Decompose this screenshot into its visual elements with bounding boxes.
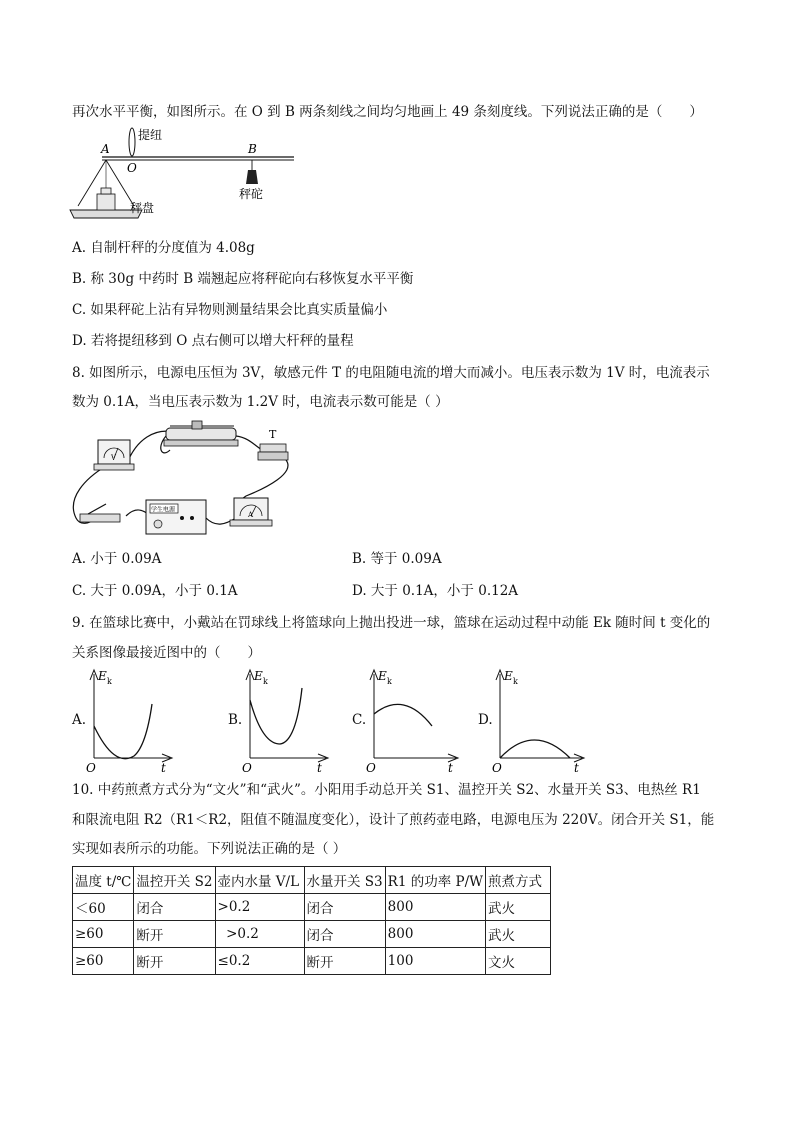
q8-option-b: B. 等于 0.09A: [352, 551, 442, 567]
graph-d: [490, 664, 590, 774]
graph-a-origin: O: [86, 761, 96, 774]
label-chengtuo: 秤砣: [239, 187, 264, 201]
label-T: T: [269, 428, 277, 441]
table-row: [73, 948, 551, 975]
table-header-cell: 煎煮方式: [486, 867, 551, 894]
label-chengpan: 秤盘: [130, 201, 155, 215]
graph-d-ylabel: E: [504, 669, 513, 683]
graph-d-xlabel: t: [574, 761, 579, 774]
graph-a: [84, 664, 174, 774]
q10-table: [72, 866, 551, 975]
table-header-row: [73, 867, 551, 894]
graph-c-xlabel: t: [448, 761, 453, 774]
table-cell: 文火: [486, 948, 551, 975]
graph-a-ylabel: E: [98, 669, 107, 683]
graph-c-origin: O: [366, 761, 376, 774]
graph-b-letter: B.: [228, 712, 243, 728]
table-cell: 800: [385, 921, 485, 948]
q8-option-d: D. 大于 0.1A，小于 0.12A: [352, 583, 519, 599]
table-cell: >0.2: [215, 894, 304, 921]
graph-c: [364, 664, 464, 774]
q9-stem-line1: 9. 在篮球比赛中，小戴站在罚球线上将篮球向上抛出投进一球，篮球在运动过程中动能 Ek 随时间 t 变化的: [72, 615, 711, 631]
graph-d-ysub: k: [513, 677, 518, 686]
label-A: A: [101, 142, 110, 156]
table-header-cell: 温控开关 S2: [134, 867, 215, 894]
table-cell: 100: [385, 948, 485, 975]
table-cell: 闭合: [134, 894, 215, 921]
table-header-cell: 水量开关 S3: [304, 867, 385, 894]
graph-b-ylabel: E: [254, 669, 263, 683]
table-cell: 断开: [134, 948, 215, 975]
q10-stem-line1: 10. 中药煎煮方式分为“文火”和“武火”。小阳用手动总开关 S1、温控开关 S2、水量开关 S3、电热丝 R1: [72, 782, 701, 798]
q7-option-b: B. 称 30g 中药时 B 端翘起应将秤砣向右移恢复水平平衡: [72, 271, 414, 287]
graph-c-ysub: k: [387, 677, 392, 686]
q9-stem-line2: 关系图像最接近图中的（ ）: [72, 645, 261, 661]
q10-stem-line2: 和限流电阻 R2（R1＜R2，阻值不随温度变化），设计了煎药壶电路，电源电压为 220V。闭合开关 S1，能: [72, 812, 715, 828]
table-header-cell: 壶内水量 V/L: [215, 867, 304, 894]
table-cell: ≤0.2: [215, 948, 304, 975]
graph-c-ylabel: E: [378, 669, 387, 683]
q8-stem-line1: 8. 如图所示，电源电压恒为 3V，敏感元件 T 的电阻随电流的增大而减小。电压表示数为 1V 时，电流表示: [72, 365, 710, 381]
table-cell: ＜60: [73, 894, 134, 921]
q8-option-c: C. 大于 0.09A，小于 0.1A: [72, 583, 238, 599]
table-cell: 断开: [134, 921, 215, 948]
q7-stem: 再次水平平衡，如图所示。在 O 到 B 两条刻线之间均匀地画上 49 条刻度线。下列说法正确的是（ ）: [72, 104, 703, 120]
table-cell: 闭合: [304, 921, 385, 948]
label-B: B: [248, 142, 257, 156]
steelyard-figure: [66, 126, 306, 230]
label-tizu: 提纽: [138, 128, 163, 142]
circuit-figure: [66, 418, 306, 538]
graph-a-ysub: k: [107, 677, 112, 686]
table-header-cell: 温度 t/℃: [73, 867, 134, 894]
q8-option-a: A. 小于 0.09A: [72, 551, 162, 567]
q7-option-a: A. 自制杆秤的分度值为 4.08g: [72, 240, 255, 256]
label-O: O: [127, 161, 137, 175]
table-cell: 800: [385, 894, 485, 921]
table-cell: 武火: [486, 921, 551, 948]
graph-d-origin: O: [492, 761, 502, 774]
q7-option-d: D. 若将提纽移到 O 点右侧可以增大杆秤的量程: [72, 333, 354, 349]
label-ammeter: A: [248, 511, 254, 519]
table-cell: ≥60: [73, 948, 134, 975]
q7-option-c: C. 如果秤砣上沾有异物则测量结果会比真实质量偏小: [72, 302, 388, 318]
table-cell: 断开: [304, 948, 385, 975]
q8-stem-line2: 数为 0.1A，当电压表示数为 1.2V 时，电流表示数可能是（ ）: [72, 394, 449, 410]
table-cell: >0.2: [215, 921, 304, 948]
q10-stem-line3: 实现如表所示的功能。下列说法正确的是（ ）: [72, 841, 347, 857]
table-row: [73, 921, 551, 948]
label-V: V: [111, 454, 117, 462]
label-supply: 学生电源: [151, 506, 176, 514]
table-cell: ≥60: [73, 921, 134, 948]
table-header-cell: R1 的功率 P/W: [385, 867, 485, 894]
table-cell: 闭合: [304, 894, 385, 921]
graph-c-letter: C.: [352, 712, 367, 728]
graph-a-xlabel: t: [161, 761, 166, 774]
graph-a-letter: A.: [72, 712, 87, 728]
table-row: [73, 894, 551, 921]
graph-b-ysub: k: [263, 677, 268, 686]
graph-d-letter: D.: [478, 712, 493, 728]
graph-b: [240, 664, 330, 774]
table-cell: 武火: [486, 894, 551, 921]
graph-b-xlabel: t: [317, 761, 322, 774]
graph-b-origin: O: [242, 761, 252, 774]
